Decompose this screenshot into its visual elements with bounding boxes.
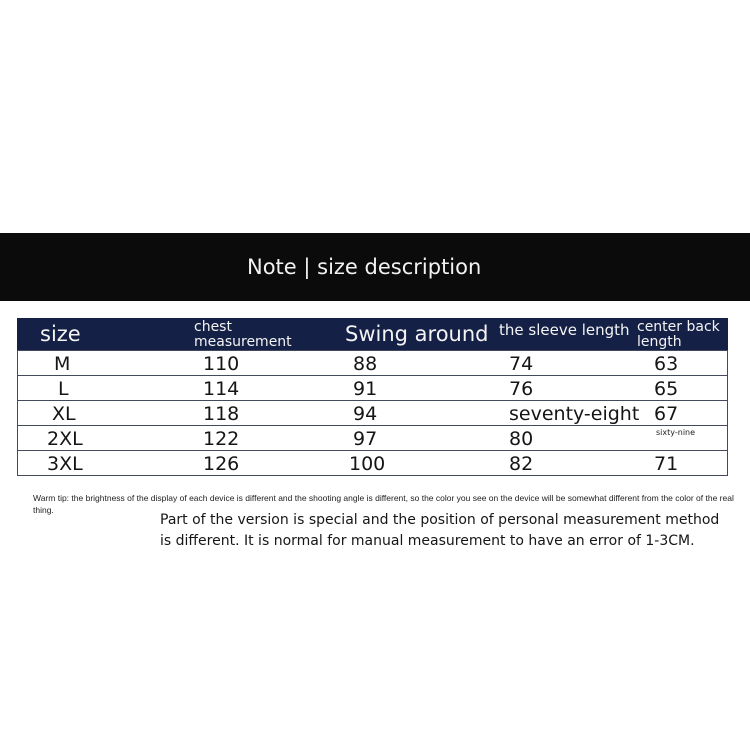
cell-size: M — [54, 353, 71, 375]
cell-sleeve: seventy-eight — [509, 403, 640, 425]
cell-sleeve: 82 — [509, 453, 534, 475]
cell-swing: 91 — [353, 378, 378, 400]
cell-chest: 114 — [203, 378, 240, 400]
cell-sleeve: 74 — [509, 353, 534, 375]
table-row — [17, 376, 728, 401]
table-row — [17, 426, 728, 451]
page-title: Note | size description — [247, 255, 482, 279]
cell-back-length: 67 — [654, 403, 679, 425]
cell-swing: 88 — [353, 353, 378, 375]
cell-chest: 110 — [203, 353, 240, 375]
cell-swing: 100 — [349, 453, 386, 475]
size-table — [17, 318, 728, 481]
cell-swing: 97 — [353, 428, 378, 450]
table-row — [17, 451, 728, 476]
warm-tip-text: Warm tip: the brightness of the display of each device is different and the shooting angle is different, so the color you see on the device will be somewhat different from the color of the real thing. — [33, 493, 734, 515]
header-size: size — [40, 322, 81, 346]
header-sleeve: the sleeve length — [499, 321, 630, 339]
cell-back-length: sixty-nine — [656, 428, 696, 437]
cell-chest: 122 — [203, 428, 240, 450]
cell-back-length: 63 — [654, 353, 679, 375]
cell-chest: 126 — [203, 453, 240, 475]
header-chest: chest measurement — [194, 320, 292, 350]
table-header — [17, 318, 728, 350]
cell-size: XL — [52, 403, 76, 425]
cell-size: 2XL — [47, 428, 83, 450]
table-row — [17, 350, 728, 376]
table-row — [17, 401, 728, 426]
cell-sleeve: 80 — [509, 428, 534, 450]
cell-swing: 94 — [353, 403, 378, 425]
cell-back-length: 71 — [654, 453, 679, 475]
cell-chest: 118 — [203, 403, 240, 425]
measurement-note: Part of the version is special and the position of personal measurement method is different. It is normal for manual measurement to have an error of 1-3CM. — [160, 512, 720, 549]
cell-size: 3XL — [47, 453, 83, 475]
cell-back-length: 65 — [654, 378, 679, 400]
header-back-length: center back length — [637, 320, 720, 350]
cell-sleeve: 76 — [509, 378, 534, 400]
header-swing: Swing around — [345, 322, 489, 346]
cell-size: L — [58, 378, 69, 400]
